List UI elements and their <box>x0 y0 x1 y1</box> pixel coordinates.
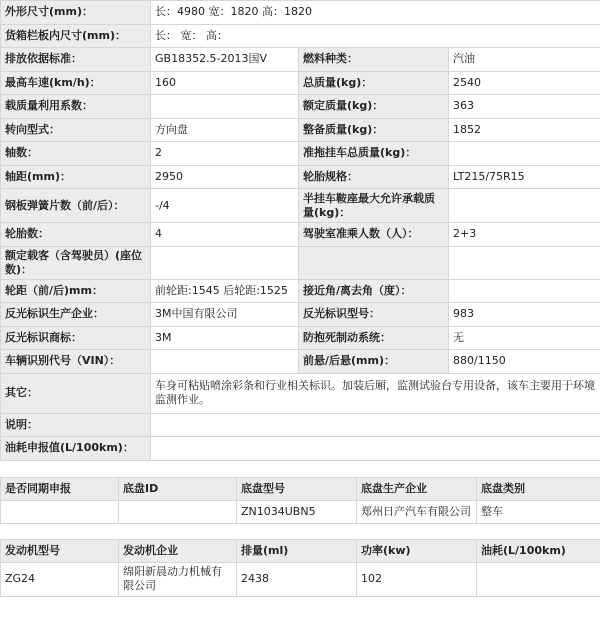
curb-mass-value: 1852 <box>449 118 600 142</box>
engine-header-displacement: 排量(ml) <box>237 539 357 562</box>
leaf-springs-value: -/4 <box>151 189 299 223</box>
cargo-box-label: 货箱栏板内尺寸(mm)： <box>1 24 151 48</box>
tire-spec-label: 轮胎规格： <box>299 165 449 189</box>
reflector-brand-value: 3M <box>151 326 299 350</box>
cab-seats-value: 2+3 <box>449 223 600 247</box>
engine-power: 102 <box>357 562 477 596</box>
engine-header-fuel: 油耗(L/100km) <box>477 539 600 562</box>
fuel-consumption-label: 油耗申报值(L/100km)： <box>1 437 151 461</box>
approach-angle-value <box>449 279 600 303</box>
engine-header-model: 发动机型号 <box>1 539 119 562</box>
load-factor-value <box>151 95 299 119</box>
section-gap <box>0 461 600 477</box>
saddle-load-label: 半挂车鞍座最大允许承载质量(kg)： <box>299 189 449 223</box>
rated-mass-value: 363 <box>449 95 600 119</box>
chassis-header-model: 底盘型号 <box>237 477 357 500</box>
rated-passengers-value <box>151 246 299 279</box>
engine-model: ZG24 <box>1 562 119 596</box>
engine-header-power: 功率(kw) <box>357 539 477 562</box>
overhang-value: 880/1150 <box>449 350 600 374</box>
trailer-mass-value <box>449 142 600 166</box>
max-speed-value: 160 <box>151 71 299 95</box>
other-value: 车身可粘贴喷涂彩条和行业相关标识。加装后厢，监测试验台专用设备，该车主要用于环境监测作业。 <box>151 373 600 413</box>
reflector-maker-value: 3M中国有限公司 <box>151 303 299 327</box>
trailer-mass-label: 准拖挂车总质量(kg)： <box>299 142 449 166</box>
blank-label <box>299 246 449 279</box>
track-width-label: 轮距（前/后)mm： <box>1 279 151 303</box>
fuel-consumption-value <box>151 437 600 461</box>
curb-mass-label: 整备质量(kg)： <box>299 118 449 142</box>
approach-angle-label: 接近角/离去角（度）： <box>299 279 449 303</box>
cargo-box-value: 长： 宽： 高： <box>151 24 600 48</box>
fuel-type-label: 燃料种类： <box>299 48 449 72</box>
engine-table <box>0 539 600 597</box>
dimensions-value: 长：4980 宽：1820 高：1820 <box>151 1 600 25</box>
fuel-type-value: 汽油 <box>449 48 600 72</box>
steering-label: 转向型式： <box>1 118 151 142</box>
chassis-same-period <box>1 500 119 523</box>
axles-value: 2 <box>151 142 299 166</box>
engine-header-maker: 发动机企业 <box>119 539 237 562</box>
other-label: 其它： <box>1 373 151 413</box>
saddle-load-value <box>449 189 600 223</box>
steering-value: 方向盘 <box>151 118 299 142</box>
blank-value <box>449 246 600 279</box>
reflector-brand-label: 反光标识商标： <box>1 326 151 350</box>
overhang-label: 前悬/后悬(mm)： <box>299 350 449 374</box>
chassis-header-id: 底盘ID <box>119 477 237 500</box>
reflector-model-value: 983 <box>449 303 600 327</box>
chassis-category: 整车 <box>477 500 600 523</box>
total-mass-value: 2540 <box>449 71 600 95</box>
engine-maker: 绵阳新晨动力机械有限公司 <box>119 562 237 596</box>
tire-count-label: 轮胎数： <box>1 223 151 247</box>
rated-passengers-label: 额定载客（含驾驶员）(座位数)： <box>1 246 151 279</box>
reflector-model-label: 反光标识型号： <box>299 303 449 327</box>
chassis-maker: 郑州日产汽车有限公司 <box>357 500 477 523</box>
emission-standard-value: GB18352.5-2013国Ⅴ <box>151 48 299 72</box>
vin-value <box>151 350 299 374</box>
chassis-header-same-period: 是否同期申报 <box>1 477 119 500</box>
engine-displacement: 2438 <box>237 562 357 596</box>
cab-seats-label: 驾驶室准乘人数（人）： <box>299 223 449 247</box>
tire-spec-value: LT215/75R15 <box>449 165 600 189</box>
engine-fuel <box>477 562 600 596</box>
leaf-springs-label: 钢板弹簧片数（前/后）： <box>1 189 151 223</box>
track-width-value: 前轮距:1545 后轮距:1525 <box>151 279 299 303</box>
wheelbase-label: 轴距(mm)： <box>1 165 151 189</box>
chassis-model: ZN1034UBN5 <box>237 500 357 523</box>
section-gap <box>0 524 600 539</box>
notes-value <box>151 413 600 437</box>
vin-label: 车辆识别代号（VIN）： <box>1 350 151 374</box>
load-factor-label: 载质量利用系数： <box>1 95 151 119</box>
reflector-maker-label: 反光标识生产企业： <box>1 303 151 327</box>
axles-label: 轴数： <box>1 142 151 166</box>
dimensions-label: 外形尺寸(mm)： <box>1 1 151 25</box>
tire-count-value: 4 <box>151 223 299 247</box>
emission-standard-label: 排放依据标准： <box>1 48 151 72</box>
chassis-header-maker: 底盘生产企业 <box>357 477 477 500</box>
abs-value: 无 <box>449 326 600 350</box>
total-mass-label: 总质量(kg)： <box>299 71 449 95</box>
max-speed-label: 最高车速(km/h)： <box>1 71 151 95</box>
chassis-id <box>119 500 237 523</box>
notes-label: 说明： <box>1 413 151 437</box>
abs-label: 防抱死制动系统： <box>299 326 449 350</box>
chassis-header-category: 底盘类别 <box>477 477 600 500</box>
chassis-table <box>0 477 600 524</box>
wheelbase-value: 2950 <box>151 165 299 189</box>
rated-mass-label: 额定质量(kg)： <box>299 95 449 119</box>
